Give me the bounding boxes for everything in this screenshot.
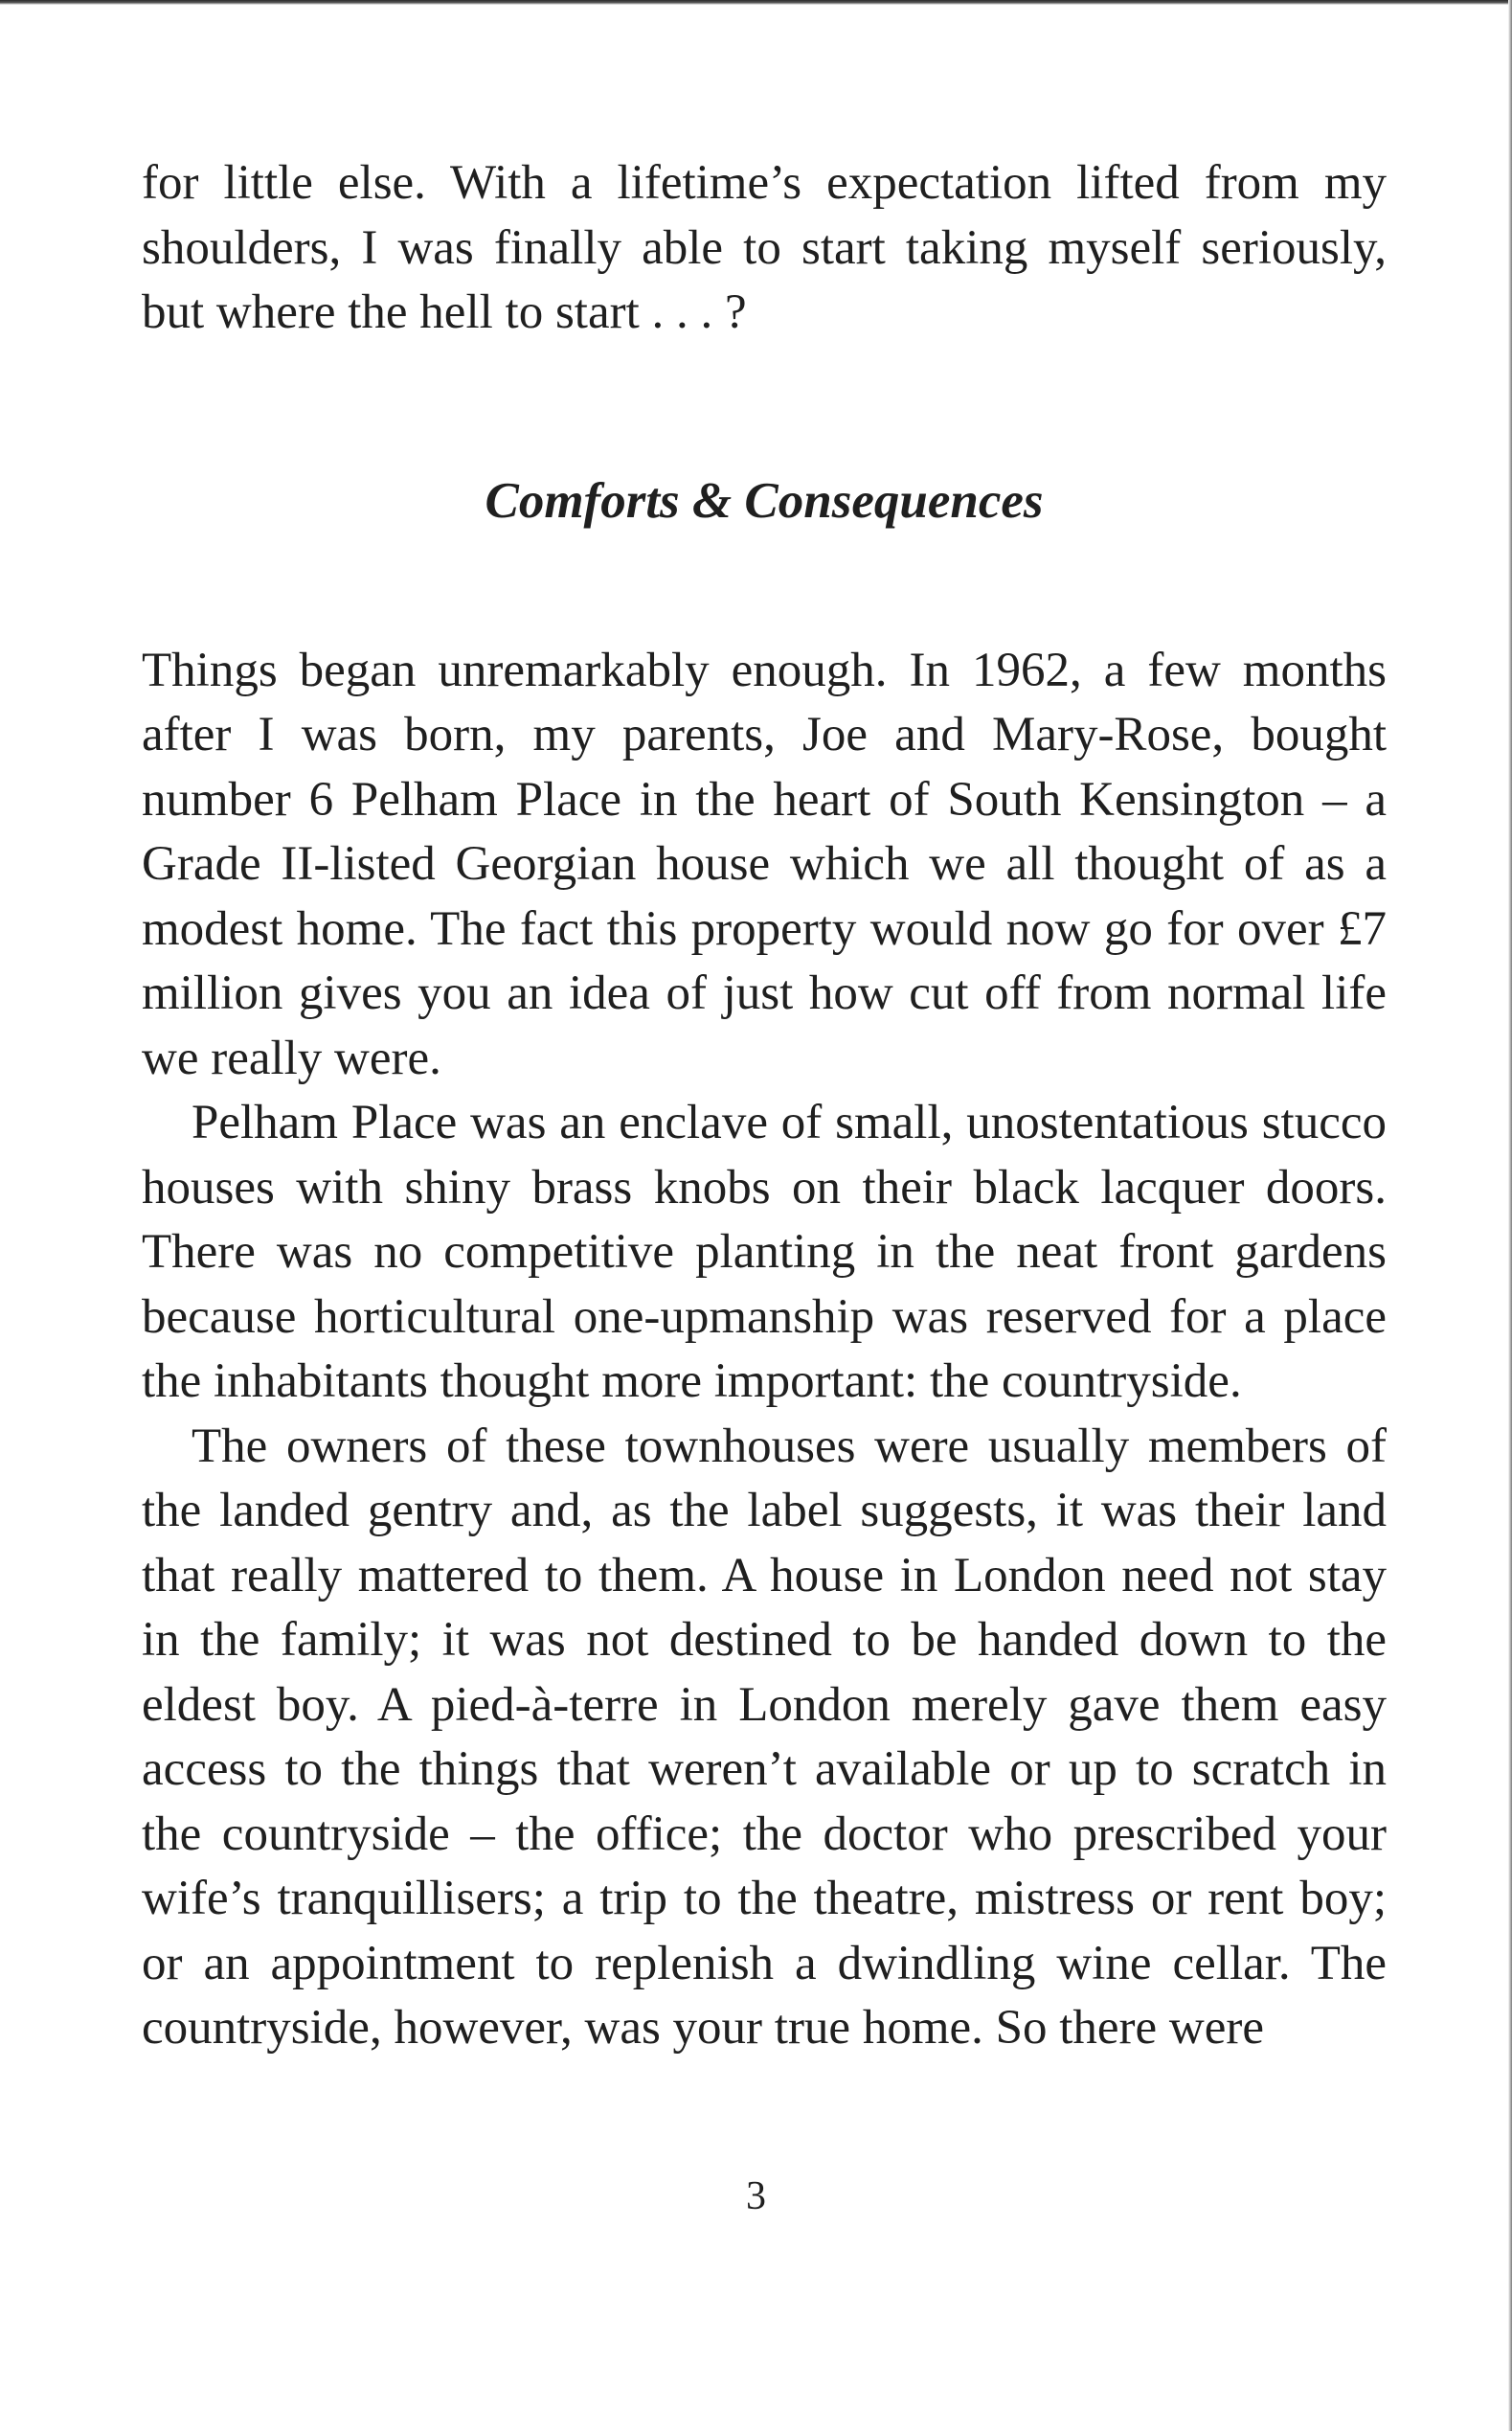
body-paragraph: Things began unremarkably enough. In 1962, a few months after I was born, my parents, Joe and Mary-Rose, bought number 6 Pelham Place in the heart of South Kensington – a Grade II-listed Georgian house which we all thought of as a modest home. The fact this property would now go for over £7 million gives you an idea of just how cut off from normal life we really were. [142, 643, 1387, 1085]
body-paragraph: The owners of these townhouses were usually members of the landed gentry and, as the label suggests, it was their land that really mattered to them. A house in London need not stay in the family; it was not destined to be handed down to the eldest boy. A pied-à-terre in London merely gave them easy access to the things that weren’t available or up to scratch in the countryside – the office; the doctor who prescribed your wife’s tranquillisers; a trip to the theatre, mistress or rent boy; or an appointment to replenish a dwindling wine cellar. The countryside, however, was your true home. So there were [142, 1419, 1387, 2055]
body-paragraph: Pelham Place was an enclave of small, unostentatious stucco houses with shiny brass knobs on their black lacquer doors. There was no competitive planting in the neat front gardens because horticultural one-upmanship was reserved for a place the inhabitants thought more important: the countryside. [142, 1096, 1387, 1408]
page-number: 3 [746, 2174, 766, 2218]
opening-paragraph: for little else. With a lifetime’s expectation lifted from my shoulders, I was finally able to start taking myself seriously, but where the hell to start . . . ? [142, 156, 1387, 339]
scan-shadow-top [0, 0, 1512, 5]
page-text-block [142, 151, 1387, 2061]
section-heading: Comforts & Consequences [485, 472, 1044, 529]
scan-shadow-right [1508, 0, 1512, 2431]
